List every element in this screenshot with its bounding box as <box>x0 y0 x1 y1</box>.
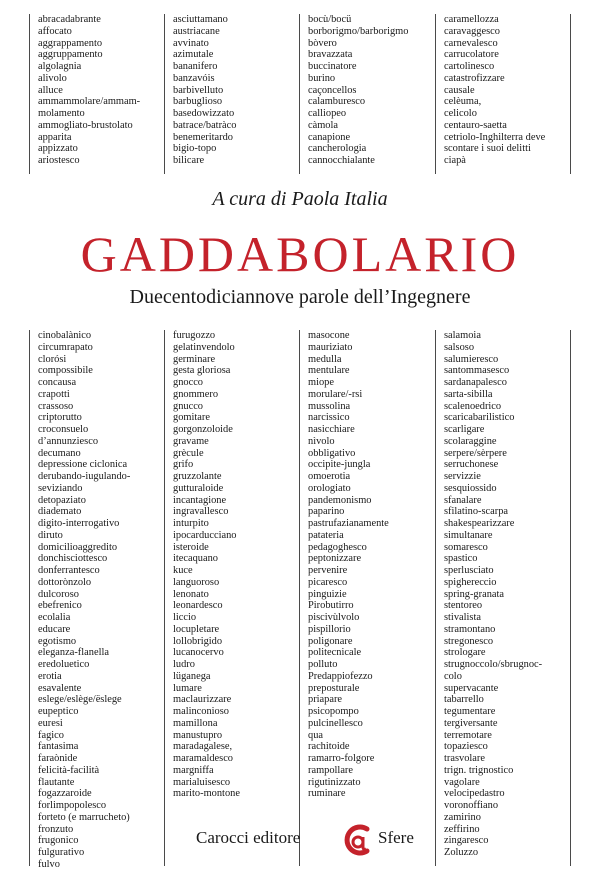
glossary-word: eslege/eslège/ëslege <box>38 694 122 706</box>
glossary-word: scaricabarilistico <box>444 412 515 424</box>
glossary-word: canapione <box>308 131 351 143</box>
glossary-word: crassoso <box>38 400 74 412</box>
glossary-word: bravazzata <box>308 49 353 61</box>
column-divider <box>164 14 165 174</box>
glossary-word: orologiato <box>308 482 351 494</box>
glossary-word: concausa <box>38 377 77 388</box>
glossary-word: fogazzaroide <box>38 788 92 800</box>
glossary-word: barbuglioso <box>173 96 223 108</box>
glossary-word: maradagalese, <box>173 741 233 753</box>
glossary-word: batrace/batràco <box>173 119 237 131</box>
column-divider <box>29 14 30 174</box>
glossary-word: basedowizzato <box>173 108 235 119</box>
glossary-word: paparino <box>308 506 345 518</box>
glossary-word: domicilioaggredito <box>38 541 118 553</box>
bottom-word-column-1 <box>38 330 130 871</box>
glossary-word: leonardesco <box>173 600 223 612</box>
glossary-word: depressione ciclonica <box>38 459 128 471</box>
glossary-word: donchisciottesco <box>38 553 108 565</box>
glossary-word: lenonato <box>173 588 209 600</box>
glossary-word: sesquiossido <box>444 482 497 494</box>
glossary-word: stregonesco <box>444 635 494 647</box>
glossary-word: pinguizie <box>308 588 347 600</box>
column-divider <box>435 330 436 866</box>
glossary-word: cetriolo-Inghilterra deve <box>444 131 546 143</box>
glossary-word: languoroso <box>173 576 220 588</box>
glossary-word: felicità-facilità <box>38 764 100 776</box>
glossary-word: ariostesco <box>38 155 80 166</box>
glossary-word: catastrofizzare <box>444 72 505 84</box>
glossary-word: calliopeo <box>308 108 347 119</box>
glossary-word: diademato <box>38 506 82 518</box>
glossary-word: austriacane <box>173 25 220 37</box>
glossary-word: caravaggesco <box>444 25 500 37</box>
glossary-word: caramellozza <box>444 14 499 25</box>
glossary-word: terremotare <box>444 729 492 741</box>
carocci-logo-icon <box>340 820 374 860</box>
glossary-word: serpere/sèrpere <box>444 447 507 459</box>
glossary-word: burino <box>308 72 336 84</box>
glossary-word: nasicchiare <box>308 424 355 435</box>
glossary-word: causale <box>444 84 475 96</box>
glossary-word: shakespearizzare <box>444 518 515 529</box>
glossary-word: scalenoedrico <box>444 400 502 412</box>
glossary-word: alivolo <box>38 72 67 84</box>
glossary-word: zamirino <box>444 811 481 823</box>
glossary-word: scontare i suoi delitti <box>444 143 531 155</box>
glossary-word: aggruppamento <box>38 49 103 61</box>
glossary-word: celicolo <box>444 108 477 119</box>
glossary-word: isteroide <box>173 541 209 553</box>
glossary-word: spastico <box>444 553 478 565</box>
glossary-word: pulcinellesco <box>308 717 363 729</box>
glossary-word: buccinatore <box>308 61 357 72</box>
glossary-word: sfilatino-scarpa <box>444 506 509 518</box>
glossary-word: asciuttamano <box>173 14 228 25</box>
top-word-column-4 <box>444 14 545 167</box>
glossary-word: colo <box>444 670 462 682</box>
glossary-word: educare <box>38 623 71 635</box>
glossary-word: trasvolare <box>444 753 485 764</box>
glossary-word: cannocchialante <box>308 155 375 166</box>
glossary-word: locupletare <box>173 623 220 635</box>
glossary-word: rampollare <box>308 764 354 776</box>
glossary-word: forteto (e marrucheto) <box>38 811 130 823</box>
glossary-word: salumieresco <box>444 353 499 365</box>
bottom-word-column-2 <box>173 330 240 800</box>
glossary-word: detopaziato <box>38 494 86 506</box>
bottom-word-column-3 <box>308 330 389 800</box>
glossary-word: dottorònzolo <box>38 576 92 588</box>
column-divider <box>164 330 165 866</box>
glossary-word: clorósi <box>38 353 67 365</box>
glossary-word: apparita <box>38 131 72 143</box>
glossary-word: caçoncellos <box>308 84 357 96</box>
glossary-word: servizzie <box>444 471 481 482</box>
glossary-word: topaziesco <box>444 741 488 753</box>
glossary-word: ipocarducciano <box>173 529 237 541</box>
glossary-word: scarligare <box>444 424 485 435</box>
glossary-word: voronoffiano <box>444 800 499 811</box>
glossary-word: gravame <box>173 435 209 447</box>
glossary-word: cartolinesco <box>444 61 495 72</box>
glossary-word: zeffirino <box>444 823 480 835</box>
glossary-word: bòvero <box>308 37 337 49</box>
glossary-word: lollobrigido <box>173 635 223 647</box>
glossary-word: vagolare <box>444 776 480 788</box>
glossary-word: somaresco <box>444 541 488 553</box>
glossary-word: gesta gloriosa <box>173 365 231 377</box>
column-divider <box>570 330 571 866</box>
glossary-word: ciapà <box>444 155 466 166</box>
glossary-word: serruchonese <box>444 459 499 471</box>
glossary-word: avvinato <box>173 37 209 49</box>
glossary-word: peptonizzare <box>308 553 362 565</box>
book-subtitle: Duecentodiciannove parole dell’Ingegnere <box>129 286 471 308</box>
glossary-word: lüganega <box>173 670 211 682</box>
glossary-word: narcissico <box>308 412 350 424</box>
glossary-word: sperlusciato <box>444 565 494 576</box>
glossary-word: grècule <box>173 447 204 459</box>
glossary-word: egotismo <box>38 635 77 647</box>
glossary-word: frugonico <box>38 835 79 847</box>
glossary-word: preposturale <box>308 682 360 694</box>
glossary-word: mamillona <box>173 717 218 729</box>
glossary-word: fulgurativo <box>38 847 85 858</box>
book-title: GADDABOLARIO <box>80 226 520 282</box>
glossary-word: spighereccio <box>444 576 497 588</box>
glossary-word: ebefrenico <box>38 600 82 612</box>
glossary-word: bananifero <box>173 61 218 72</box>
top-word-column-1 <box>38 14 140 167</box>
glossary-word: malinconioso <box>173 706 229 717</box>
glossary-word: euresi <box>38 717 63 729</box>
glossary-word: barbivelluto <box>173 84 224 96</box>
glossary-word: psicopompo <box>308 706 359 717</box>
glossary-word: manustupro <box>173 729 223 741</box>
glossary-word: lumare <box>173 682 202 694</box>
glossary-word: mussolina <box>308 400 351 412</box>
publisher-name: Carocci editore <box>196 828 301 847</box>
glossary-word: gomitare <box>173 412 210 424</box>
glossary-word: velocipedastro <box>444 788 505 800</box>
glossary-word: fantasima <box>38 741 79 753</box>
glossary-word: fagico <box>38 729 64 741</box>
glossary-word: maramaldesco <box>173 753 234 764</box>
glossary-word: rigutinizzato <box>308 776 361 788</box>
glossary-word: maclaurizzare <box>173 694 232 706</box>
glossary-word: forlimpopolesco <box>38 800 107 811</box>
glossary-word: alluce <box>38 84 63 96</box>
glossary-word: sfanalare <box>444 494 482 506</box>
series-name: Sfere <box>378 828 414 847</box>
glossary-word: centauro-saetta <box>444 119 507 131</box>
glossary-word: molamento <box>38 108 85 119</box>
glossary-word: cinobalànico <box>38 330 92 341</box>
top-word-column-2 <box>173 14 236 167</box>
editor-credit: A cura di Paola Italia <box>212 188 388 210</box>
glossary-word: rachitoide <box>308 741 350 753</box>
glossary-word: eleganza-flanella <box>38 647 109 659</box>
glossary-word: celèuma, <box>444 96 482 108</box>
glossary-word: ammammolare/ammam- <box>38 96 141 108</box>
glossary-word: bocù/bocü <box>308 14 352 25</box>
glossary-word: appizzato <box>38 143 78 155</box>
glossary-word: gutturaloide <box>173 482 224 494</box>
glossary-word: zingaresco <box>444 835 489 847</box>
glossary-word: kuce <box>173 565 193 576</box>
glossary-word: gruzzolante <box>173 471 222 482</box>
glossary-word: bigio-topo <box>173 143 217 155</box>
glossary-word: crapotti <box>38 388 70 400</box>
glossary-word: spring-granata <box>444 588 505 600</box>
column-divider <box>29 330 30 866</box>
glossary-word: masocone <box>308 330 350 341</box>
glossary-word: lucanocervo <box>173 647 224 659</box>
glossary-word: stentoreo <box>444 600 483 612</box>
glossary-word: gorgonzoloide <box>173 424 233 435</box>
glossary-word: strologare <box>444 647 486 659</box>
glossary-word: borborigmo/barborigmo <box>308 25 409 37</box>
glossary-word: sardanapalesco <box>444 377 507 388</box>
glossary-word: seviziando <box>38 482 83 494</box>
glossary-word: trign. trignostico <box>444 764 514 776</box>
glossary-word: fulvo <box>38 858 60 870</box>
glossary-word: priapare <box>308 694 343 706</box>
glossary-word: occipite-jungla <box>308 459 371 471</box>
glossary-word: stivalista <box>444 612 481 623</box>
glossary-word: càmola <box>308 119 338 131</box>
glossary-word: flautante <box>38 776 75 788</box>
glossary-word: pedagoghesco <box>308 541 367 553</box>
glossary-word: ammogliato-brustolato <box>38 119 133 131</box>
glossary-word: marito-montone <box>173 788 240 800</box>
glossary-word: Zoluzzo <box>444 847 479 858</box>
glossary-word: carrucolatore <box>444 49 499 61</box>
glossary-word: stramontano <box>444 623 496 635</box>
glossary-word: tergiversante <box>444 717 498 729</box>
glossary-word: eredoluetico <box>38 659 90 670</box>
glossary-word: tegumentare <box>444 706 496 717</box>
glossary-word: pastrufazianamente <box>308 518 389 529</box>
glossary-word: inturpito <box>173 518 209 529</box>
glossary-word: decumano <box>38 447 81 459</box>
glossary-word: eupeptico <box>38 706 79 717</box>
glossary-word: mauriziato <box>308 341 353 353</box>
glossary-word: digito-interrogativo <box>38 518 120 529</box>
glossary-word: salsoso <box>444 341 475 353</box>
glossary-word: santommasesco <box>444 365 510 377</box>
glossary-word: aggrappamento <box>38 37 103 49</box>
glossary-word: salamoia <box>444 330 481 341</box>
glossary-word: margniffa <box>173 764 214 776</box>
glossary-word: morulare/-rsi <box>308 388 363 400</box>
glossary-word: grifo <box>173 459 194 471</box>
glossary-word: cancherologia <box>308 143 367 155</box>
bottom-word-column-4 <box>444 330 542 859</box>
glossary-word: furugozzo <box>173 330 216 341</box>
column-divider <box>299 330 300 866</box>
glossary-word: faraònide <box>38 753 78 764</box>
glossary-word: bilicare <box>173 155 205 166</box>
glossary-word: erotia <box>38 670 62 682</box>
glossary-word: supervacante <box>444 682 499 694</box>
column-divider <box>570 14 571 174</box>
glossary-word: Predappiofezzo <box>308 670 373 682</box>
glossary-word: affocato <box>38 25 72 37</box>
glossary-word: azimutale <box>173 49 214 61</box>
glossary-word: polluto <box>308 659 338 670</box>
glossary-word: ingravallesco <box>173 506 229 518</box>
glossary-word: patateria <box>308 529 344 541</box>
glossary-word: picaresco <box>308 576 348 588</box>
glossary-word: pandemonismo <box>308 494 372 506</box>
glossary-word: obbligativo <box>308 447 356 459</box>
glossary-word: benemeritardo <box>173 131 234 143</box>
column-divider <box>435 14 436 174</box>
glossary-word: gelatinvendolo <box>173 341 235 353</box>
glossary-word: tabarrello <box>444 694 484 706</box>
column-divider <box>299 14 300 174</box>
glossary-word: simultanare <box>444 529 493 541</box>
glossary-word: carnevalesco <box>444 37 498 49</box>
glossary-word: fronzuto <box>38 823 74 835</box>
glossary-word: compossibile <box>38 365 93 377</box>
glossary-word: d’annunziesco <box>38 435 99 447</box>
glossary-word: scolaraggine <box>444 435 497 447</box>
glossary-word: qua <box>308 729 324 741</box>
glossary-word: omoerotia <box>308 471 351 482</box>
glossary-word: germinare <box>173 353 216 365</box>
glossary-word: circumrapato <box>38 341 93 353</box>
glossary-word: ludro <box>173 659 195 670</box>
glossary-word: Pirobutirro <box>308 600 354 612</box>
glossary-word: ecolalia <box>38 612 71 623</box>
glossary-word: gnommero <box>173 388 219 400</box>
glossary-word: criptorutto <box>38 412 82 424</box>
glossary-word: mentulare <box>308 365 350 377</box>
glossary-word: miope <box>308 377 334 388</box>
glossary-word: poligonare <box>308 635 353 647</box>
glossary-word: pervenire <box>308 565 348 576</box>
glossary-word: diruto <box>38 529 63 541</box>
glossary-word: strugnoccolo/sbrugnoc- <box>444 659 543 670</box>
glossary-word: ramarro-folgore <box>308 753 375 764</box>
glossary-word: abracadabrante <box>38 14 101 25</box>
glossary-word: medulla <box>308 353 342 365</box>
glossary-word: piscivùlvolo <box>308 612 360 623</box>
glossary-word: banzavóis <box>173 72 215 84</box>
glossary-word: sarta-sibilla <box>444 388 493 400</box>
glossary-word: dulcoroso <box>38 588 79 600</box>
glossary-word: marialuisesco <box>173 776 231 788</box>
glossary-word: algolagnia <box>38 61 82 72</box>
glossary-word: itecaquano <box>173 553 219 565</box>
glossary-word: incantagione <box>173 494 227 506</box>
top-word-column-3 <box>308 14 408 167</box>
glossary-word: esavalente <box>38 682 82 694</box>
glossary-word: derubando-iugulando- <box>38 471 131 482</box>
glossary-word: ruminare <box>308 788 346 800</box>
glossary-word: gnocco <box>173 377 204 388</box>
glossary-word: calamburesco <box>308 96 366 108</box>
glossary-word: pispillorio <box>308 623 351 635</box>
glossary-word: donferrantesco <box>38 565 100 576</box>
glossary-word: croconsuelo <box>38 424 89 435</box>
glossary-word: politecnicale <box>308 647 362 659</box>
glossary-word: liccio <box>173 612 197 623</box>
glossary-word: nìvolo <box>308 435 335 447</box>
glossary-word: gnucco <box>173 400 204 412</box>
